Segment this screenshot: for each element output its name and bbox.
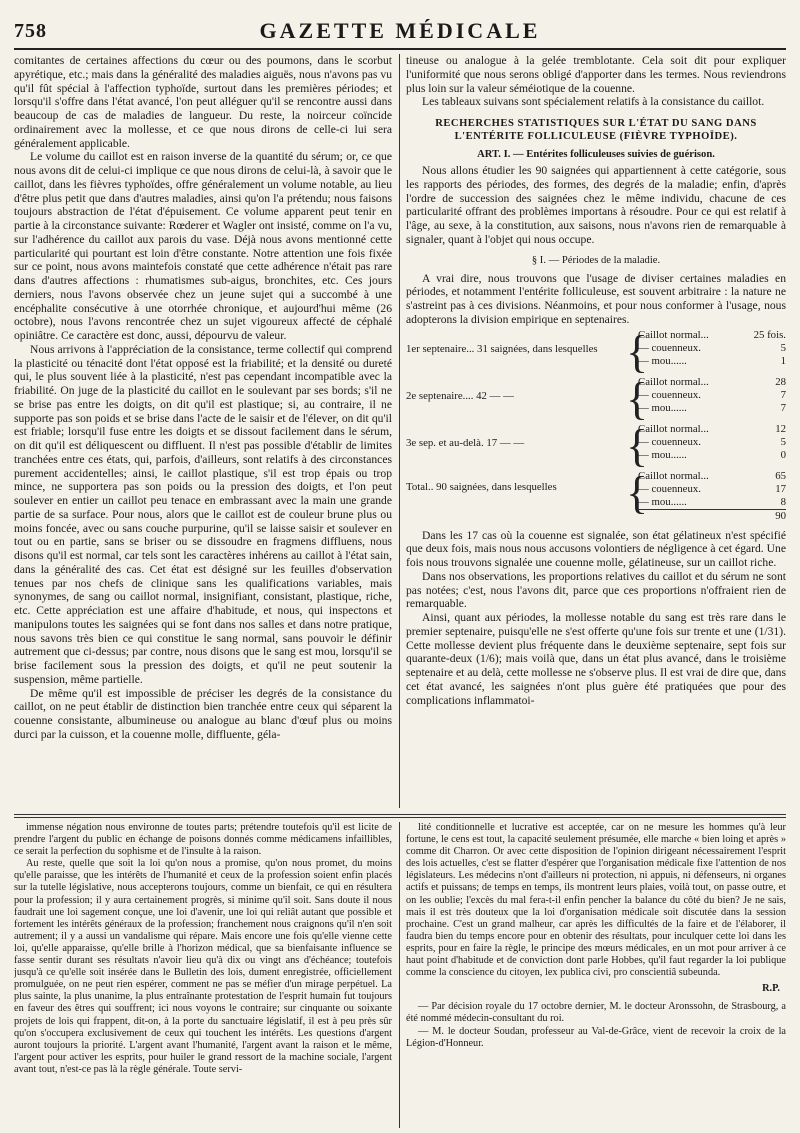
count-label: — couenneux. [638,388,701,401]
section-title: RECHERCHES STATISTIQUES SUR L'ÉTAT DU SANG DANS L'ENTÉRITE FOLLICULEUSE (FIÈVRE TYPHOÏDE). [435,118,757,142]
author-signature: R.P. [762,983,780,995]
stats-row-total [406,466,786,523]
count-value: 5 [780,435,786,448]
count-value: 25 fois. [753,328,786,341]
feuilleton-left-column [14,822,392,1128]
stats-row-label: Total.. 90 saignées, dans lesquelles [406,480,557,493]
column-divider [399,54,400,808]
news-item: — M. le docteur Soudan, professeur au Val-de-Grâce, vient de recevoir la croix de la Légion-d'Honneur. [406,1025,786,1049]
total-value: 90 [775,509,786,522]
count-value: 1 [780,354,786,367]
page-header [14,18,786,48]
paragraph: Nous arrivons à l'appréciation de la consistance, terme collectif qui comprend la plasticité ou ténacité dont l'état opposé est la friabilité; et la densité ou dureté qui, le plus souvent liée à la plasticité, n'est pas cependant incompatible avec la friabilité. On juge de la plasticité du caillot en le soulevant par ses bords; s'il ne se brise pas entre les doigts, on dit qu'il est plastique; si, au contraire, il ne supporte pas son poids et se brise dans l'acte de le saisir et de l'élever, on dit qu'il est friable; lorsqu'il fuse entre les doigts et se dissout facilement dans le sérum, on dit qu'il est déliquescent ou diffluent. Il n'est pas possible d'établir de limites tranchées entre ces états, qui, parfois, d'ailleurs, sont relatifs à des circonstances purement accidentelles; ainsi, le caillot plastique, s'il est trop épais ou trop mince, ne supportera pas son poids ou la pression des doigts, et l'on peut soulever en entier un caillot peu tenace en embrassant avec la main une grande partie de sa surface. Pour nous, alors que le caillot est de couleur brune plus ou moins foncée, avec ou sans couche purpurine, qu'il se laisse saisir et soulever en tout ou en partie, sans se briser ou se dissoudre en fragmens diffluens, nous disons qu'il est normal, car tels sont les caractères inhérens au caillot à l'état sain, dans la généralité des cas. Cet état est désigné sur les feuilles d'observation tenues par nos chefs de clinique sans les qualifications variables, mais synonymes, de sang ou caillot normal, insignifiant, consistant, plastique, riche, etc. Cette appréciation est une affaire d'habitude, et nous, qui inspectons et manipulons toutes les saignées qui se font dans nos salles et dans notre pratique, nous savons très bien ce qui constitue le sang normal, sans pouvoir le définir autrement que ci-dessus; par contre, nous disons que le sang est mou, lorsqu'il se brise facilement sous la pression des doigts, et qu'il ne peut soutenir la suspension, même partielle. [14,342,392,686]
paragraph: Dans nos observations, les proportions relatives du caillot et du sérum ne sont pas notées; c'est, nous l'avons dit, parce que ces proportions n'offraient rien de remarquable. [406,569,786,611]
paragraph: Dans les 17 cas où la couenne est signalée, son état gélatineux n'est spécifié que deux fois, mais nous nous accusons volontiers de négligence à cet égard. Une fois nous trouvons signalée une couenne molle, gélatineuse, sur un caillot riche. [406,528,786,569]
paragraph: tineuse ou analogue à la gelée tremblotante. Cela soit dit pour expliquer l'uniformité que nous serons obligé d'apporter dans les termes. Nous reviendrons plus loin sur la valeur séméiotique de la couenne. [406,54,786,95]
count-value: 17 [775,482,786,495]
right-column [406,54,786,808]
count-value: 12 [775,422,786,435]
brace-glyph: { [626,419,649,471]
subsection-title: § I. — Périodes de la maladie. [531,254,661,266]
brace-glyph: { [626,325,649,377]
paragraph: comitantes de certaines affections du cœur ou des poumons, dans le scorbut apyrétique, etc.; mais dans la généralité des maladies aiguës, nous n'avons pas vu qu'il fût spécial à l'affection typhoïde, surtout dans les premières périodes; et lorsqu'il s'offre dans l'état avancé, l'on peut alléguer qu'il se rencontre aussi dans beaucoup de cas de maladies de langueur. Du reste, la noirceur coïncide ordinairement avec la mollesse, et ce que nous dirons de celle-ci lui sera généralement applicable. [14,54,392,150]
count-label: Caillot normal... [638,328,709,341]
brace-glyph: { [626,466,649,518]
count-value: 5 [780,341,786,354]
count-value: 7 [780,401,786,414]
stats-row [406,325,786,377]
statistics-table [406,325,786,523]
count-label: — mou...... [638,495,687,508]
count-label: — mou...... [638,448,687,461]
paragraph: De même qu'il est impossible de préciser les degrés de la consistance du caillot, on ne peut établir de distinction bien tranchée entre ceux qui séparent la couenne consistante, albumineuse ou analogue au blanc d'œuf plus ou moins durci par la cuisson, et la couenne molle, diffluente, géla- [14,686,392,741]
paragraph: Le volume du caillot est en raison inverse de la quantité du sérum; or, ce que nous avons dit de celui-ci implique ce que nous dirons de celui-là, à savoir que le caillot, dans les fièvres typhoïdes, offre généralement un volume notable, au lieu d'être plus petit que dans d'autres maladies, ainsi qu'on l'a prétendu; nous faisons toujours abstraction de l'état d'épuisement. Ce volume apparent peut tenir en partie à la circonstance suivante: Rœderer et Wagler ont insisté, comme on l'a vu, sur l'adhérence du caillot aux parois du vase. Déjà nous avons mentionné cette particularité qui pourtant est loin d'être constante. Notre attention une fois fixée sur ce point, nous avons maintefois constaté que cette adhérence n'était pas rare dans d'autres affections : rhumatismes sub-aigus, bronchites, etc. Ces jours derniers, nous l'avons observée chez un jeune sujet qui a succombé à une encéphalite consécutive à une otorrhée chronique, et aujourd'hui même (26 octobre), nous l'avons rencontrée chez un sujet vigoureux affecté de céphalé opiniâtre. Ce caractère est donc, aussi, dépourvu de valeur. [14,150,392,342]
stats-counts [638,329,786,368]
feuilleton-rule [14,814,786,815]
count-value: 7 [780,388,786,401]
stats-row-label: 2e septenaire.... 42 — — [406,389,514,402]
count-value: 8 [780,495,786,508]
paragraph: lité conditionnelle et lucrative est acceptée, car on ne mesure les hommes qu'à leur fortune, le cens est tout, la capacité seulement présumée, elle marche « bien loing et après » comme dit Charron. Or avec cette disposition de l'opinion dirigeant nécessairement l'esprit des lois actuelles, c'est se flatter d'espérer que l'organisation médicale fixe l'attention de nos législateurs. Les médecins n'ont d'ailleurs ni protection, ni appuis, ni défenseurs, ni organes actifs et puissans; de temps en temps, ils montrent leurs plaies, voilà tout, on passe outre, et on les oublie; l'excès du mal fera-t-il enfin pencher la balance du côté du bien? Je ne sais, mais il est très douteux que la loi d'organisation médicale soit discutée dans la session prochaine. C'est un grand malheur, car après les difficultés de la faire et de l'élaborer, il faudra bien du temps encore pour en obtenir des résultats, pour inculquer cette loi dans les esprits, pour en faire la règle, le principe des mœurs médicales, en un mot pour arriver à ce haut point d'habitude et de conviction dont parle Hobbes, qu'il faut regarder la loi publique comme la conscience du citoyen, lex publica civi, pro conscientiâ subeunda. [406,822,786,979]
brace-glyph: { [626,372,649,424]
stats-counts [638,376,786,415]
left-column [14,54,392,808]
count-value: 28 [775,375,786,388]
news-item: — Par décision royale du 17 octobre dernier, M. le docteur Aronssohn, de Strasbourg, a été nommé médecin-consultant du roi. [406,1001,786,1025]
stats-row-label: 3e sep. et au-delà. 17 — — [406,436,525,449]
count-label: Caillot normal... [638,422,709,435]
count-label: — couenneux. [638,341,701,354]
count-label: Caillot normal... [638,375,709,388]
stats-row [406,419,786,471]
count-value: 65 [775,469,786,482]
journal-title: GAZETTE MÉDICALE [259,18,541,43]
stats-row-label: 1er septenaire... 31 saignées, dans lesquelles [406,342,598,355]
count-label: — mou...... [638,354,687,367]
column-divider [399,822,400,1128]
paragraph: Ainsi, quant aux périodes, la mollesse notable du sang est très rare dans le premier septenaire, puisqu'elle ne s'est offerte qu'une fois sur trente et une (1/31). Cette mollesse devient plus fréquente dans le deuxième septenaire, sept fois sur quarante-deux (1/6); mais voilà que, dans un état plus avancé, dans le troisième septenaire et au delà, cette mollesse ne s'observe plus. Il est vrai de dire que, dans cet état avancé, les saignées n'ont plus guère été pratiquées que pour des complications inflammatoi- [406,611,786,707]
stats-counts [638,470,786,523]
stats-counts [638,423,786,462]
count-value: 0 [780,448,786,461]
paragraph: Au reste, quelle que soit la loi qu'on nous a promise, qu'on nous promet, du moins qu'elle paraisse, que les intérêts de l'humanité et ceux de la profession soient enfin placés sur la tutelle législative, nous accepterons toujours, comme un bienfait, ce qui en résultera pour la profession; il y aura certainement progrès, si minime qu'il soit. Sans doute il nous faudrait une loi sagement conçue, une loi d'avenir, une loi qui reliât autant que possible et fortement les intérêts généraux de la profession; franchement nous craignons qu'il n'en soit autrement; il y a aussi un vandalisme qui répare. Mais encore une fois qu'elle vienne cette loi, qu'elle apparaisse, qu'elle brille à l'horizon médical, que sa bienfaisante influence se fasse sentir durant ses résultats n'avoir lieu qu'à dix ou vingt ans d'échéance; toutefois jusqu'à ce qu'elle soit insérée dans le Bulletin des lois, dument enregistrée, officiellement promulguée, on ne peut rien espérer, comment ne pas se méfier d'un mirage perpétuel. La plus sainte, la plus unanime, la plus entraînante protestation de l'esprit humain fut toujours en faveur des êtres qui souffrent; ici nous voyons le contraire; sur cinquante ou soixante projets de lois qui frappent, dit-on, à la porte du sanctuaire législatif, il est à peu près sûr qu'on s'occupera exclusivement de ceux qui touchent les intérêts. Les questions d'argent auront toujours la priorité. L'argent avant l'humanité, l'argent avant la raison et le même, l'argent pour activer les esprits, pour huiler le grand ressort de la machine sociale, l'argent avant tout, n'est-ce pas là la règle générale. Toute servi- [14,858,392,1075]
paragraph: Nous allons étudier les 90 saignées qui appartiennent à cette catégorie, sous les rapports des périodes, des formes, des degrés de la maladie; enfin, d'après l'ordre de succession des saignées chez le même individu, chacune de ces particularité offrant des problèmes importans à résoudre. Pour ce qui est relatif à l'âge, au sexe, à la constitution, aux saisons, nous n'avons rien de remarquable à signaler, quant à l'objet qui nous occupe. [406,164,786,246]
count-label: — couenneux. [638,435,701,448]
count-label: — couenneux. [638,482,701,495]
article-title: ART. I. — Entérites folliculeuses suivies de guérison. [477,149,715,160]
count-label: — mou...... [638,401,687,414]
header-rule [14,48,786,50]
count-label: Caillot normal... [638,469,709,482]
paragraph: A vrai dire, nous trouvons que l'usage de diviser certaines maladies en périodes, et notamment l'entérite folliculeuse, est souvent arbitraire : la nature ne s'astreint pas à ces divisions. Néanmoins, et pour nous conformer à l'usage, nous adopterons la division empirique en septenaires. [406,271,786,326]
paragraph: Les tableaux suivans sont spécialement relatifs à la consistance du caillot. [422,95,765,109]
news-items [406,1001,786,1049]
paragraph: immense négation nous environne de toutes parts; prétendre toutefois qu'il est licite de prendre l'argent du public en échange de poisons donnés comme médicamens infaillibles, ce serait la perfection du sophisme et de l'insulte à la raison. [14,822,392,858]
feuilleton-rule [14,817,786,818]
page-number: 758 [14,20,47,42]
stats-row [406,372,786,424]
feuilleton-right-column [406,822,786,1128]
